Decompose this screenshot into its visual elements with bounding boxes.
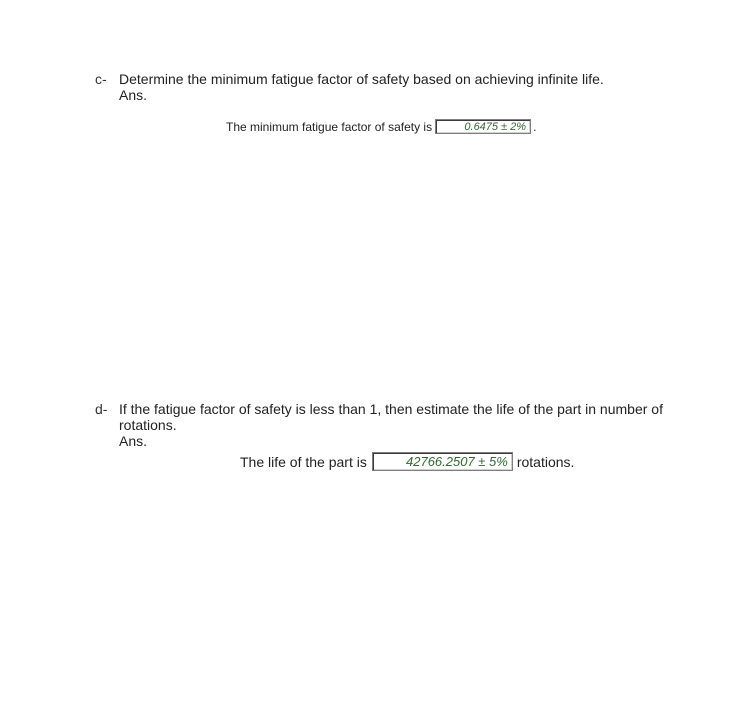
question-d-text-line1: If the fatigue factor of safety is less than 1, then estimate the life of the part in number of bbox=[119, 401, 663, 417]
question-c-text: Determine the minimum fatigue factor of safety based on achieving infinite life. bbox=[119, 71, 604, 87]
question-c-answer-field[interactable]: 0.6475 ± 2% bbox=[435, 119, 531, 134]
question-d-answer-prefix: The life of the part is bbox=[240, 453, 367, 470]
question-d-answer-line bbox=[240, 452, 574, 471]
question-d-ans-label: Ans. bbox=[119, 433, 148, 449]
question-c-answer-line bbox=[226, 119, 536, 134]
question-d-answer-suffix: rotations. bbox=[516, 453, 575, 470]
question-c-ans-label: Ans. bbox=[119, 87, 148, 103]
question-d-label: d- bbox=[95, 401, 108, 417]
question-c-answer-suffix: . bbox=[533, 119, 537, 134]
question-d-answer-field[interactable]: 42766.2507 ± 5% bbox=[372, 452, 513, 471]
question-d-text-line2: rotations. bbox=[119, 417, 177, 433]
question-c-label: c- bbox=[95, 71, 107, 87]
question-c-answer-prefix: The minimum fatigue factor of safety is bbox=[226, 119, 433, 134]
